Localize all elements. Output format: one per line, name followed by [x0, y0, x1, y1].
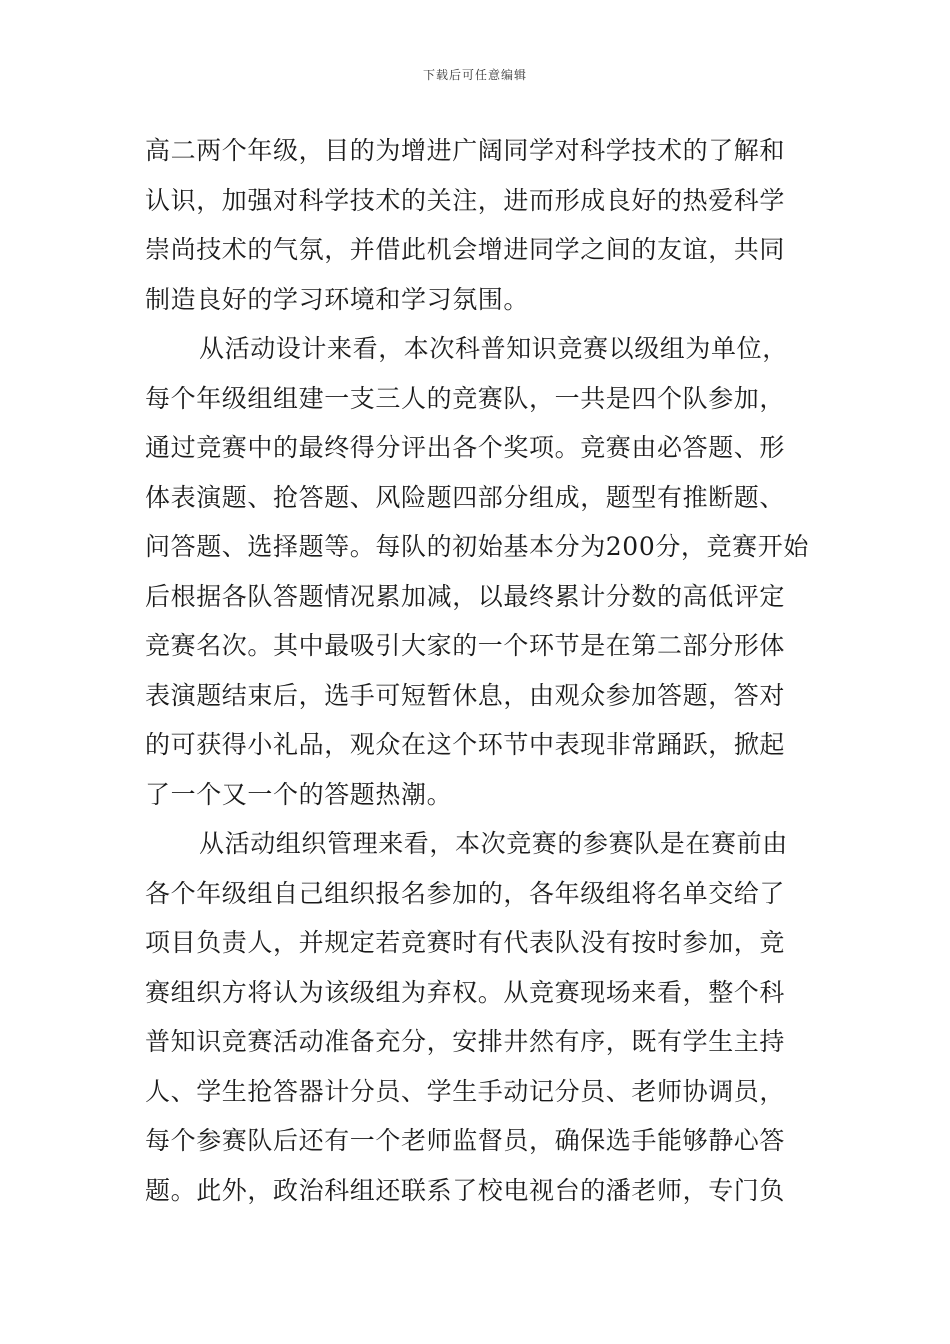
text-line: 的可获得小礼品，观众在这个环节中表现非常踊跃，掀起: [145, 730, 786, 759]
text-line: 竞赛名次。其中最吸引大家的一个环节是在第二部分形体: [145, 631, 786, 660]
document-body: [145, 126, 810, 1215]
text-line: 后根据各队答题情况累加减，以最终累计分数的高低评定: [145, 581, 786, 611]
text-line: 崇尚技术的气氛，并借此机会增进同学之间的友谊，共同: [145, 235, 786, 264]
text-line: 体表演题、抢答题、风险题四部分组成，题型有推断题、: [145, 482, 786, 512]
text-line: 每个年级组组建一支三人的竞赛队，一共是四个队参加，: [145, 383, 786, 413]
text-line: 每个参赛队后还有一个老师监督员，确保选手能够静心答: [145, 1126, 786, 1155]
text-line: 人、学生抢答器计分员、学生手动记分员、老师协调员，: [145, 1076, 786, 1106]
text-line: 认识，加强对科学技术的关注，进而形成良好的热爱科学: [145, 185, 786, 215]
page-header: 下载后可任意编辑: [422, 68, 527, 82]
text-line: 题。此外，政治科组还联系了校电视台的潘老师，专门负: [145, 1175, 786, 1205]
text-line: 制造良好的学习环境和学习氛围。: [145, 284, 530, 314]
paragraph-start-line: 从活动组织管理来看，本次竞赛的参赛队是在赛前由: [199, 829, 788, 858]
text-line: 赛组织方将认为该级组为弃权。从竞赛现场来看，整个科: [145, 977, 786, 1007]
paragraph-start-line: 从活动设计来看，本次科普知识竞赛以级组为单位，: [199, 334, 788, 363]
text-line: 通过竞赛中的最终得分评出各个奖项。竞赛由必答题、形: [145, 433, 786, 462]
text-line: 问答题、选择题等。每队的初始基本分为200分，竞赛开始: [145, 532, 809, 561]
text-line: 项目负责人，并规定若竞赛时有代表队没有按时参加，竞: [145, 928, 786, 957]
text-line: 表演题结束后，选手可短暂休息，由观众参加答题，答对: [145, 680, 786, 710]
text-line: 了一个又一个的答题热潮。: [145, 779, 453, 809]
text-line: 高二两个年级，目的为增进广阔同学对科学技术的了解和: [145, 136, 786, 165]
text-line: 普知识竞赛活动准备充分，安排井然有序，既有学生主持: [145, 1027, 786, 1056]
text-line: 各个年级组自己组织报名参加的，各年级组将名单交给了: [145, 878, 786, 908]
